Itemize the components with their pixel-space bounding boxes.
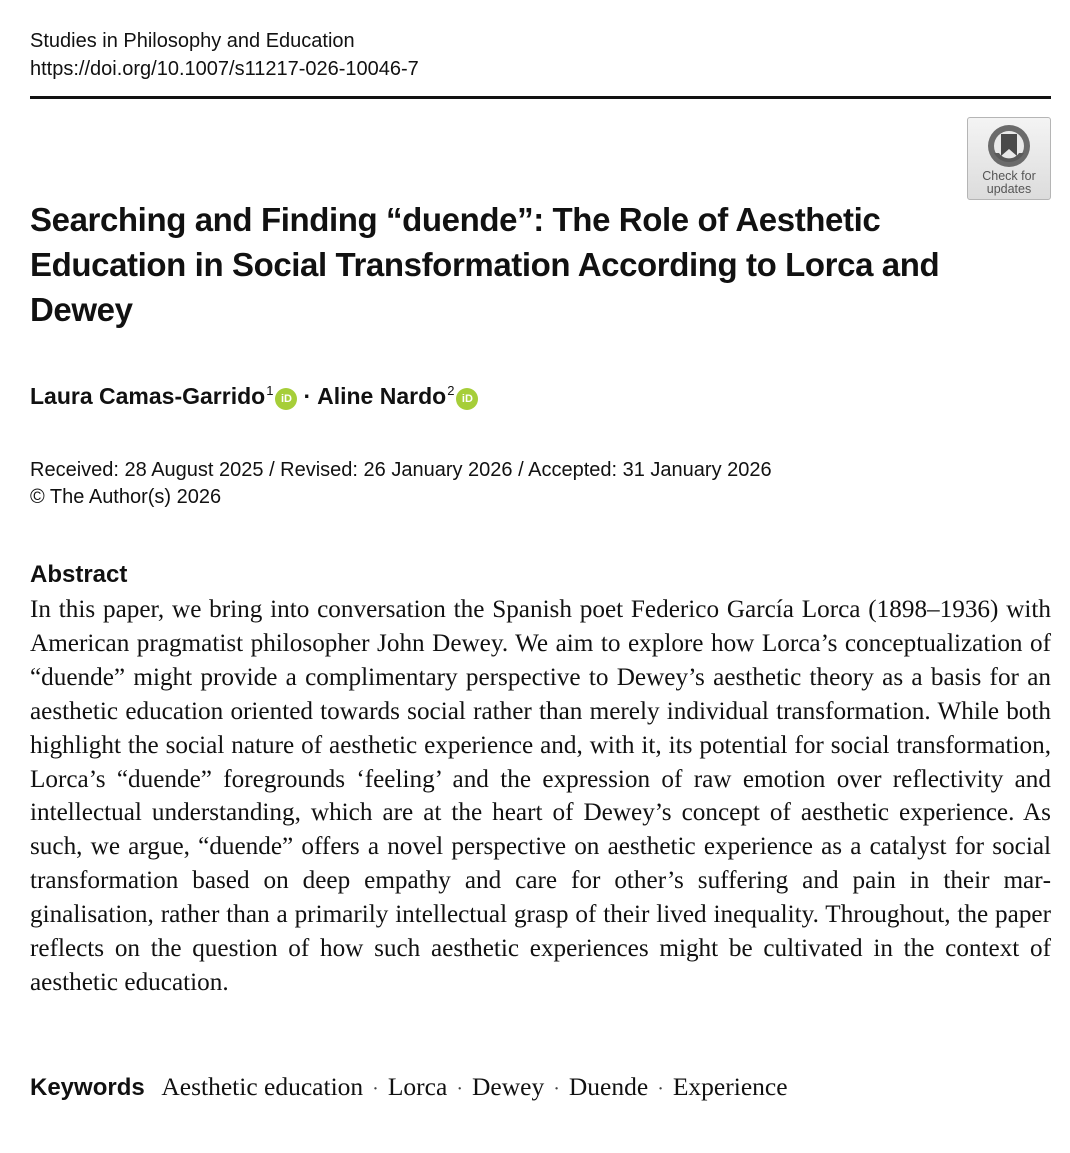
keyword-item[interactable]: Aesthetic education xyxy=(161,1072,364,1101)
check-updates-line2: updates xyxy=(986,182,1032,196)
author-name[interactable]: Aline Nardo xyxy=(317,383,447,409)
author-name[interactable]: Laura Camas-Garrido xyxy=(30,383,266,409)
keyword-item[interactable]: Experience xyxy=(672,1072,788,1101)
check-updates-line1: Check for xyxy=(982,169,1036,183)
check-for-updates-badge[interactable] xyxy=(967,117,1051,200)
journal-name: Studies in Philosophy and Education xyxy=(30,30,355,52)
header-rule xyxy=(30,96,1051,99)
abstract-heading: Abstract xyxy=(30,561,128,588)
keyword-separator: · xyxy=(372,1078,379,1100)
keywords-label: Keywords xyxy=(30,1074,145,1101)
keyword-separator: · xyxy=(456,1078,463,1100)
publication-dates: Received: 28 August 2025 / Revised: 26 January 2026 / Accepted: 31 January 2026 xyxy=(30,459,772,481)
orcid-icon[interactable]: iD xyxy=(456,388,478,410)
author-affiliation: 2 xyxy=(447,383,455,398)
copyright-notice: © The Author(s) 2026 xyxy=(30,486,222,508)
keyword-separator: · xyxy=(657,1078,664,1100)
paper-title: Searching and Finding “duende”: The Role of Aesthetic Education in Social Transformation According to Lorca and Dewey xyxy=(30,201,940,328)
keywords-line xyxy=(30,1071,788,1105)
keyword-item[interactable]: Duende xyxy=(568,1072,649,1101)
keyword-item[interactable]: Lorca xyxy=(387,1072,448,1101)
keyword-separator: · xyxy=(553,1078,560,1100)
crossmark-icon xyxy=(986,123,1032,169)
author-affiliation: 1 xyxy=(266,383,274,398)
author-list xyxy=(30,374,478,413)
orcid-icon[interactable]: iD xyxy=(275,388,297,410)
abstract-text: In this paper, we bring into conversation the Spanish poet Federico García Lorca (1898–1936) with American pragmatist philosopher John Dewey. We aim to explore how Lorca’s conceptualization of “duende” might provide a complimentary perspective to Dewey’s aesthetic theory as a basis for an aesthetic education oriented towards social rather than merely individual transformation. While both highlight the social nature of aesthetic experience and, with it, its potential for social transformation, Lorca’s “duende” foregrounds ‘feeling’ and the expression of raw emotion over reflectivity and intellectual understanding, which are at the heart of Dewey’s concept of aesthetic experience. As such, we argue, “duende” offers a novel perspective on aesthetic experience as a catalyst for social transformation based on deep empathy and care for other’s suffering and pain in their marginalisation, rather than a primarily intellectual grasp of their lived inequality. Throughout, the paper reflects on the question of how such aesthetic experiences might be cultivated in the context of aesthetic education. xyxy=(30,596,1051,996)
author-separator: · xyxy=(303,383,312,409)
keyword-item[interactable]: Dewey xyxy=(471,1072,545,1101)
doi-link[interactable]: https://doi.org/10.1007/s11217-026-10046-7 xyxy=(30,58,419,80)
